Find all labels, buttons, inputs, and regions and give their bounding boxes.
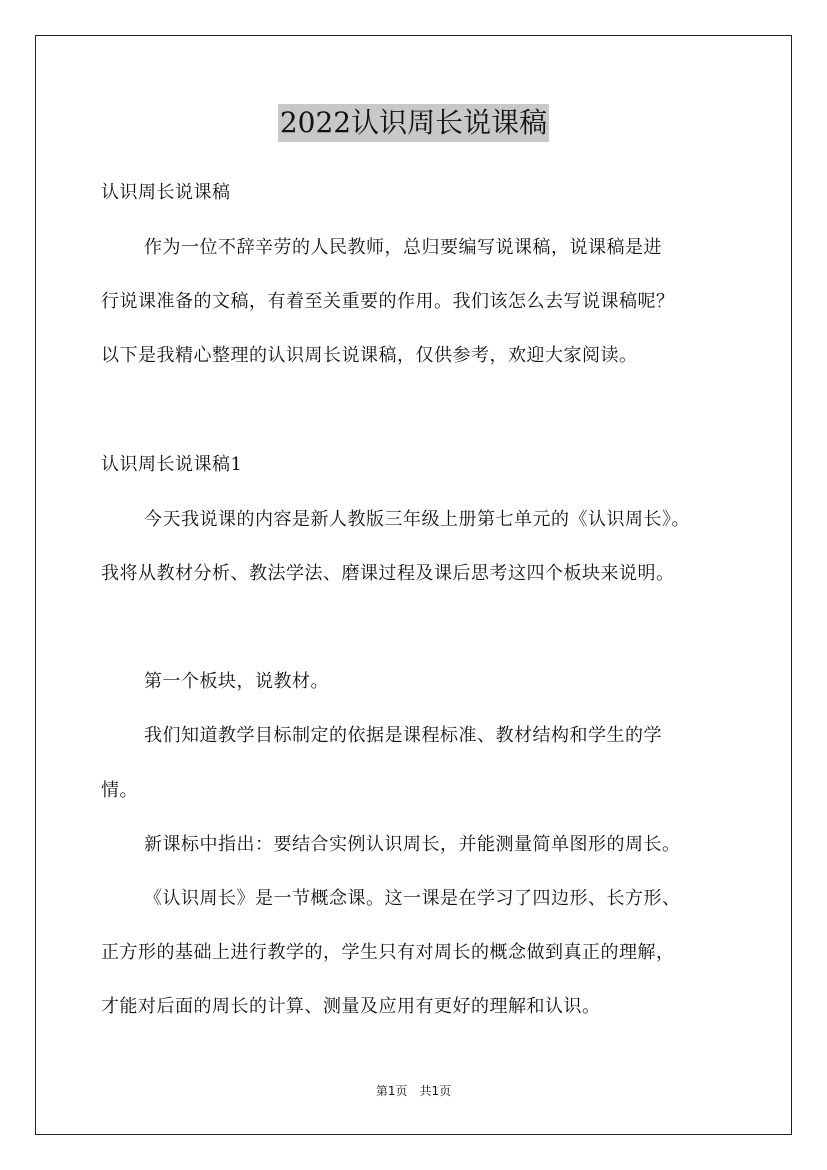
paragraph-line: 情。: [101, 780, 138, 801]
page-footer: 第1页 共1页: [375, 1084, 452, 1098]
title-wrap: [0, 104, 827, 142]
paragraph-line: 我将从教材分析、教法学法、磨课过程及课后思考这四个板块来说明。: [101, 563, 675, 584]
paragraph-line: 《认识周长》是一节概念课。这一课是在学习了四边形、长方形、: [144, 888, 681, 909]
paragraph-line: 正方形的基础上进行教学的，学生只有对周长的概念做到真正的理解，: [101, 942, 675, 963]
paragraph-line: 第一个板块，说教材。: [144, 671, 329, 692]
paragraph-line: 行说课准备的文稿，有着至关重要的作用。我们该怎么去写说课稿呢？: [101, 291, 675, 312]
paragraph-line: 新课标中指出：要结合实例认识周长，并能测量简单图形的周长。: [144, 834, 681, 855]
paragraph-line: 才能对后面的周长的计算、测量及应用有更好的理解和认识。: [101, 996, 601, 1017]
paragraph-line: 以下是我精心整理的认识周长说课稿，仅供参考，欢迎大家阅读。: [101, 345, 638, 366]
section-heading: 认识周长说课稿: [101, 182, 231, 203]
paragraph-line: 作为一位不辞辛劳的人民教师，总归要编写说课稿，说课稿是进: [144, 237, 662, 258]
paragraph-line: 我们知道教学目标制定的依据是课程标准、教材结构和学生的学: [144, 725, 662, 746]
document-title: 2022认识周长说课稿: [278, 104, 549, 142]
section-heading: 认识周长说课稿1: [101, 454, 243, 475]
paragraph-line: 今天我说课的内容是新人教版三年级上册第七单元的《认识周长》。: [144, 509, 690, 530]
